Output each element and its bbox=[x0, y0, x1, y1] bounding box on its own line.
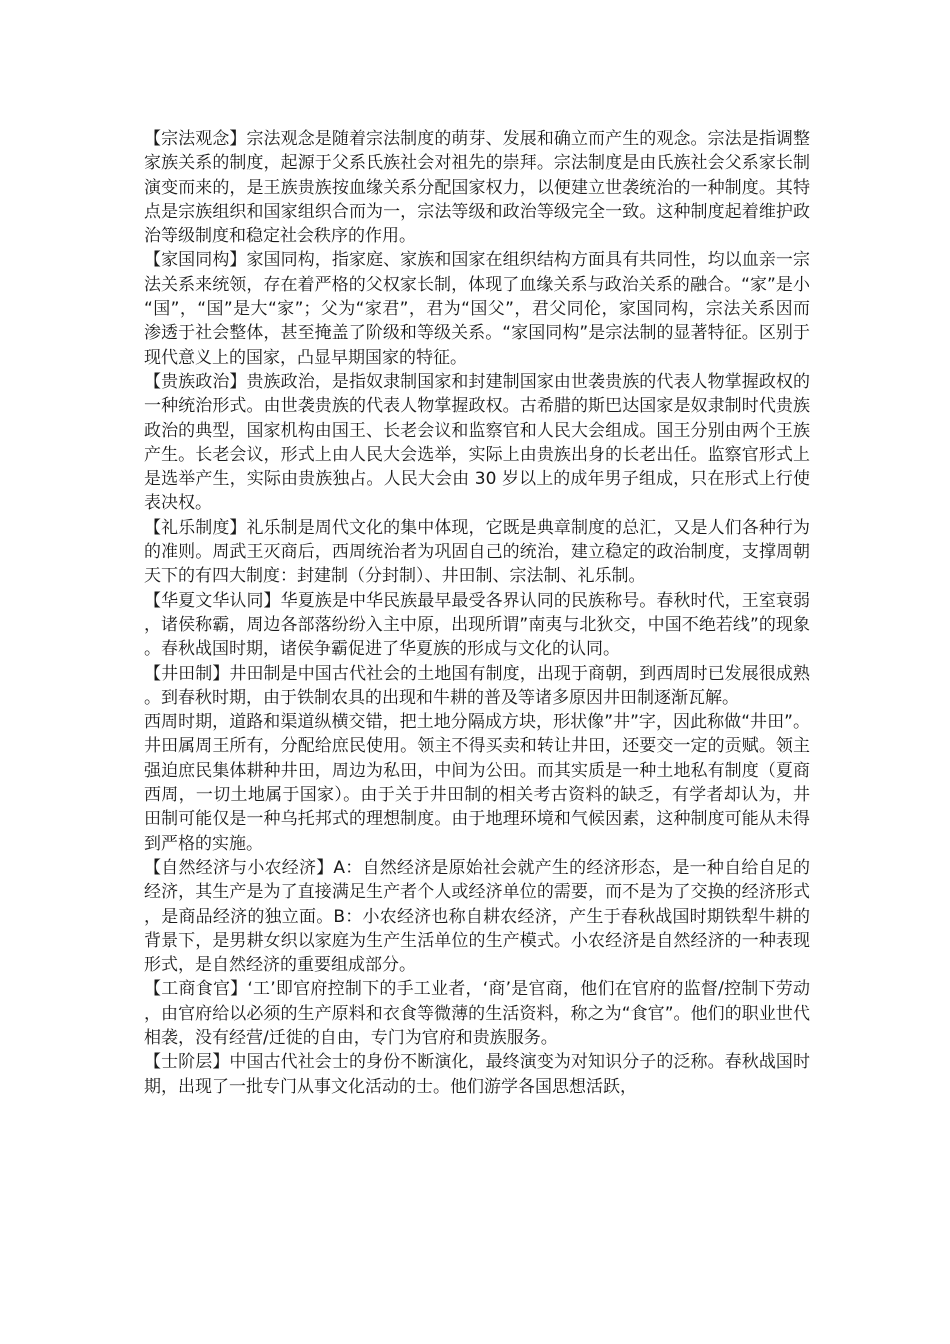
paragraph-gongshang-shiguan: 【工商食官】‘工’即官府控制下的手工业者，‘商’是官商，他们在官府的监督/控制下劳动，由官府给以必须的生产原料和衣食等微薄的生活资料，称之为“食官”。他们的职业世代相袭，没有经营/迁徙的自由，专门为官府和贵族服务。 bbox=[144, 979, 810, 1048]
paragraph-jiaguo-tonggou: 【家国同构】家国同构，指家庭、家族和国家在组织结构方面具有共同性，均以血亲一宗法关系来统领，存在着严格的父权家长制，体现了血缘关系与政治关系的融合。“家”是小“国”，“国”是大“家”；父为“家君”，君为“国父”，君父同伦，家国同构，宗法关系因而渗透于社会整体，甚至掩盖了阶级和等级关系。“家国同构”是宗法制的显著特征。区别于现代意义上的国家，凸显早期国家的特征。 bbox=[144, 250, 810, 368]
paragraph-zongfa-guannian: 【宗法观念】宗法观念是随着宗法制度的萌芽、发展和确立而产生的观念。宗法是指调整家族关系的制度，起源于父系氏族社会对祖先的崇拜。宗法制度是由氏族社会父系家长制演变而来的，是王族贵族按血缘关系分配国家权力，以便建立世袭统治的一种制度。其特点是宗族组织和国家组织合而为一，宗法等级和政治等级完全一致。这种制度起着维护政治等级制度和稳定社会秩序的作用。 bbox=[144, 129, 810, 247]
document-page bbox=[144, 127, 810, 1099]
paragraph-guizu-zhengzhi: 【贵族政治】贵族政治，是指奴隶制国家和封建制国家由世袭贵族的代表人物掌握政权的一种统治形式。由世袭贵族的代表人物掌握政权。古希腊的斯巴达国家是奴隶制时代贵族政治的典型，国家机构由国王、长老会议和监察官和人民大会组成。国王分别由两个王族产生。长老会议，形式上由人民大会选举，实际上由贵族出身的长老出任。监察官形式上是选举产生，实际由贵族独占。人民大会由 30 岁以上的成年男子组成，只在形式上行使表决权。 bbox=[144, 371, 810, 514]
paragraph-shi-jieceng: 【士阶层】中国古代社会士的身份不断演化，最终演变为对知识分子的泛称。春秋战国时期，出现了一批专门从事文化活动的士。他们游学各国思想活跃， bbox=[144, 1052, 810, 1097]
paragraph-huaxia-wenhua-rentong: 【华夏文华认同】华夏族是中华民族最早最受各界认同的民族称号。春秋时代，王室衰弱，诸侯称霸，周边各部落纷纷入主中原，出现所谓”南夷与北狄交，中国不绝若线”的现象。春秋战国时期，诸侯争霸促进了华夏族的形成与文化的认同。 bbox=[144, 590, 810, 660]
paragraph-jingtian-zhi: 【井田制】井田制是中国古代社会的土地国有制度，出现于商朝，到西周时已发展很成熟。到春秋时期，由于铁制农具的出现和牛耕的普及等诸多原因井田制逐渐瓦解。 bbox=[144, 663, 810, 708]
paragraph-ziran-jingji: 【自然经济与小农经济】A：自然经济是原始社会就产生的经济形态，是一种自给自足的经济，其生产是为了直接满足生产者个人或经济单位的需要，而不是为了交换的经济形式，是商品经济的独立面。B：小农经济也称自耕农经济，产生于春秋战国时期铁犁牛耕的背景下，是男耕女织以家庭为生产生活单位的生产模式。小农经济是自然经济的一种表现形式，是自然经济的重要组成部分。 bbox=[144, 857, 810, 976]
paragraph-jingtian-detail: 西周时期，道路和渠道纵横交错，把土地分隔成方块，形状像”井”字，因此称做“井田”。井田属周王所有，分配给庶民使用。领主不得买卖和转让井田，还要交一定的贡赋。领主强迫庶民集体耕种井田，周边为私田，中间为公田。而其实质是一种土地私有制度（夏商西周，一切土地属于国家）。由于关于井田制的相关考古资料的缺乏，有学者却认为，井田制可能仅是一种乌托邦式的理想制度。由于地理环境和气候因素，这种制度可能从未得到严格的实施。 bbox=[144, 712, 810, 854]
paragraph-liyue-zhidu: 【礼乐制度】礼乐制是周代文化的集中体现，它既是典章制度的总汇，又是人们各种行为的准则。周武王灭商后，西周统治者为巩固自己的统治，建立稳定的政治制度，支撑周朝天下的有四大制度：封建制（分封制）、井田制、宗法制、礼乐制。 bbox=[144, 517, 810, 587]
